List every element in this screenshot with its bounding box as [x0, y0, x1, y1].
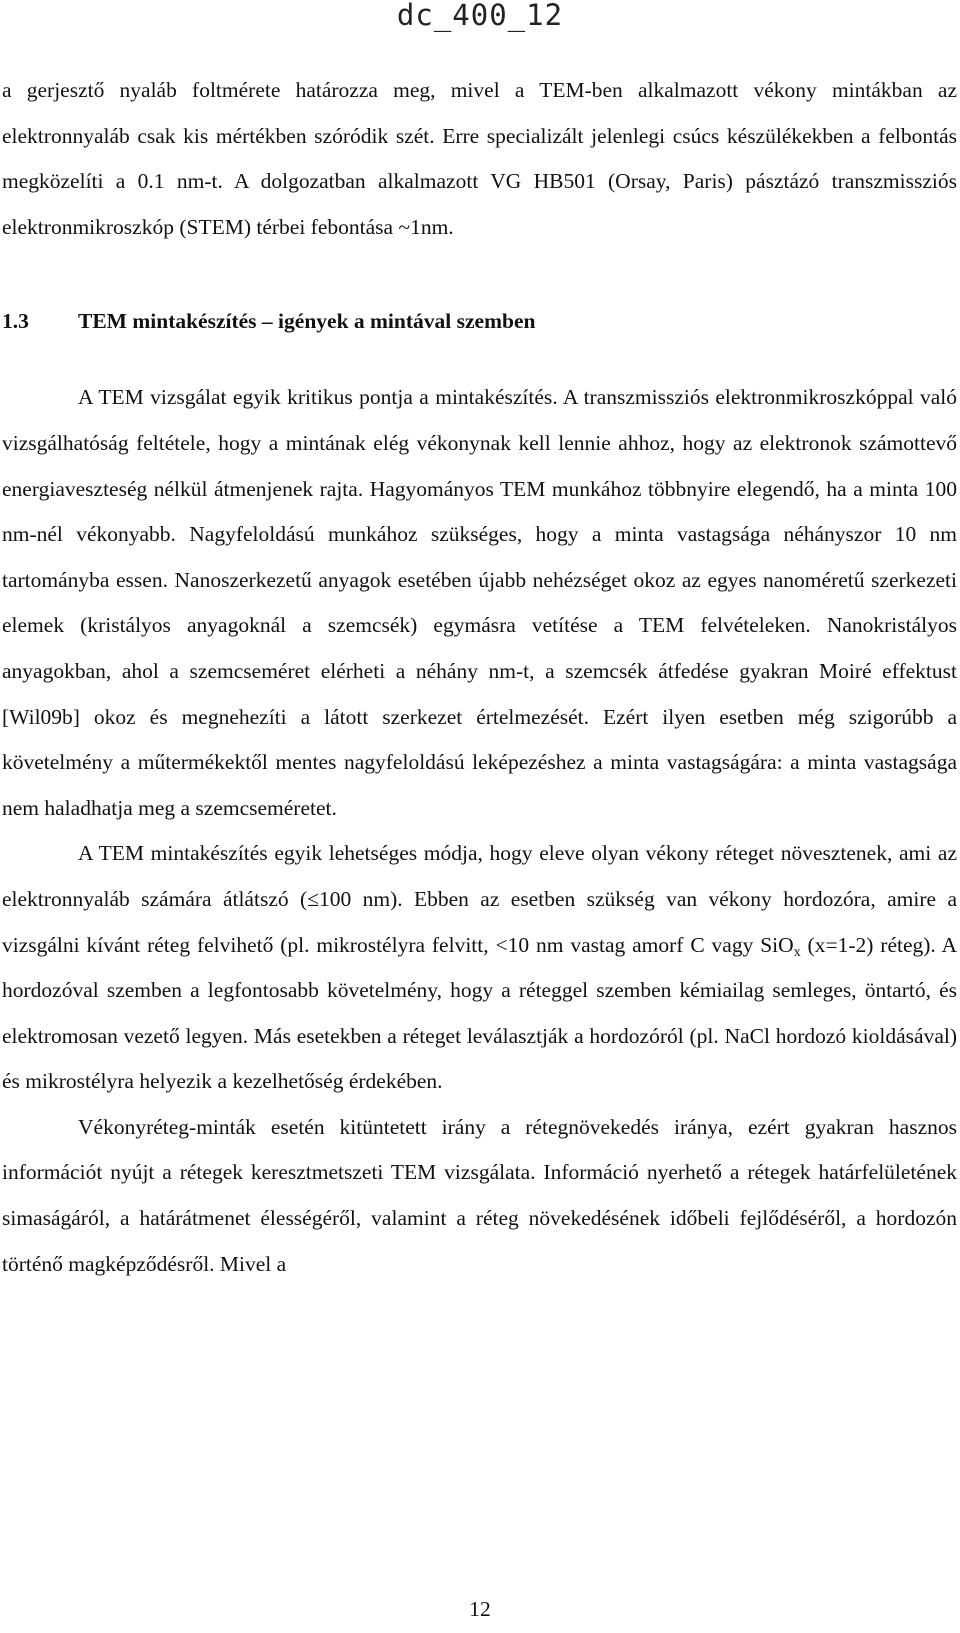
paragraph-sample-prep: A TEM vizsgálat egyik kritikus pontja a mintakészítés. A transzmissziós elektronmikroszkóppal való vizsgálhatóság feltétele, hogy a mintának elég vékonynak kell lennie ahhoz, hogy az elektronok számottevő energiaveszteség nélkül átmenjenek rajta. Hagyományos TEM munkához többnyire elegendő, ha a minta 100 nm-nél vékonyabb. Nagyfeloldású munkához szükséges, hogy a minta vastagsága néhányszor 10 nm tartományba essen. Nanoszerkezetű anyagok esetében újabb nehézséget okoz az egyes nanoméretű szerkezeti elemek (kristályos anyagoknál a szemcsék) egymásra vetítése a TEM felvételeken. Nanokristályos anyagokban, ahol a szemcseméret elérheti a néhány nm-t, a szemcsék átfedése gyakran Moiré effektust [Wil09b] okoz és megnehezíti a látott szerkezet értelmezését. Ezért ilyen esetben még szigorúbb a követelmény a műtermékektől mentes nagyfeloldású leképezéshez a minta vastagságára: a minta vastagsága nem haladhatja meg a szemcseméretet.: [2, 385, 957, 820]
section-title: TEM mintakészítés – igények a mintával szemben: [78, 309, 536, 334]
paragraph-cross-section: Vékonyréteg-minták esetén kitüntetett irány a rétegnövekedés iránya, ezért gyakran hasznos információt nyújt a rétegek keresztmetszeti TEM vizsgálata. Információ nyerhető a rétegek határfelületének simaságáról, a határátmenet élességéről, valamint a réteg növekedésének időbeli fejlődéséről, a hordozón történő magképződésről. Mivel a: [2, 1114, 957, 1276]
paragraph-thin-film: [2, 831, 957, 1105]
document-id-header: dc_400_12: [396, 0, 564, 32]
page-body: [2, 68, 957, 1287]
paragraph-thin-film-part2: (x=1-2) réteg). A hordozóval szemben a legfontosabb követelmény, hogy a réteggel szemben kémiailag semleges, öntartó, és elektromosan vezető legyen. Más esetekben a réteget leválasztják a hordozóról (pl. NaCl hordozó kioldásával) és mikrostélyra helyezik a kezelhetőség érdekében.: [2, 932, 958, 1094]
subscript-x: x: [793, 944, 801, 960]
page-number: 12: [469, 1597, 491, 1621]
paragraph-thin-film-part1: A TEM mintakészítés egyik lehetséges módja, hogy eleve olyan vékony réteget növesztenek, ami az elektronnyaláb számára átlátszó (≤100 nm). Ebben az esetben szükség van vékony hordozóra, amire a vizsgálni kívánt réteg felvihető (pl. mikrostélyra felvitt, <10 nm vastag amorf C vagy SiO: [2, 841, 957, 957]
section-heading: [2, 297, 957, 345]
paragraph-intro: a gerjesztő nyaláb foltmérete határozza meg, mivel a TEM-ben alkalmazott vékony mintákban az elektronnyaláb csak kis mértékben szóródik szét. Erre specializált jelenlegi csúcs készülékekben a felbontás megközelíti a 0.1 nm-t. A dolgozatban alkalmazott VG HB501 (Orsay, Paris) pásztázó transzmissziós elektronmikroszkóp (STEM) térbei febontása ~1nm.: [2, 78, 957, 239]
section-number: 1.3: [2, 309, 29, 334]
